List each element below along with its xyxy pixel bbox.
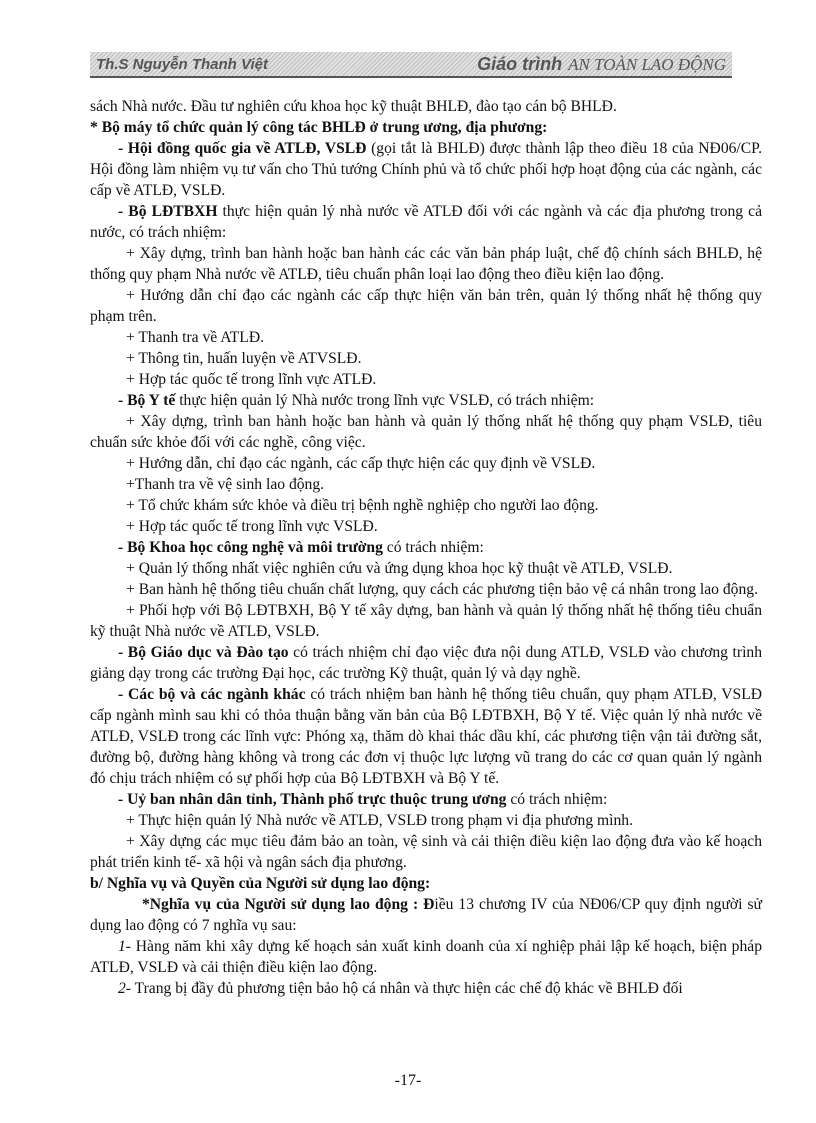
- paragraph-text: có trách nhiệm chỉ đạo việc đưa nội dung ATLĐ, VSLĐ vào chương trình giảng dạy trong các trường Đại học, các trường Kỹ thuật, quản lý và dạy nghề.: [90, 644, 762, 682]
- list-item: + Hướng dẫn, chỉ đạo các ngành, các cấp thực hiện các quy định về VSLĐ.: [126, 455, 596, 472]
- header-course: [477, 54, 726, 75]
- list-item: + Hợp tác quốc tế trong lĩnh vực ATLĐ.: [126, 371, 377, 388]
- bold-lead: - Bộ Khoa học công nghệ và môi trường: [118, 539, 383, 556]
- bold-lead: - Bộ Y tế: [118, 392, 176, 409]
- list-item: + Xây dựng, trình ban hành hoặc ban hành các các văn bản pháp luật, chế độ chính sách BHLĐ, hệ thống quy phạm Nhà nước về ATLĐ, tiêu chuẩn phân loại lao động theo điều kiện lao động.: [90, 245, 762, 283]
- paragraph: [90, 789, 762, 810]
- bold-lead: - Uỷ ban nhân dân tỉnh, Thành phố trực thuộc trung ương: [118, 791, 507, 808]
- item-number: 1-: [118, 938, 131, 955]
- bold-lead: *Nghĩa vụ của Người sử dụng lao động : Đ: [142, 896, 435, 913]
- paragraph-text: (gọi tắt là BHLĐ) được thành lập theo điều 18 của NĐ06/CP. Hội đồng làm nhiệm vụ tư vấn cho Thủ tướng Chính phủ và tổ chức phối hợp hoạt động của các ngành, các cấp về ATLĐ, VSLĐ.: [90, 140, 762, 199]
- paragraph-text: có trách nhiệm:: [382, 539, 484, 556]
- list-item: + Hướng dẫn chỉ đạo các ngành các cấp thực hiện văn bản trên, quản lý thống nhất hệ thống quy phạm trên.: [90, 287, 762, 325]
- list-item: + Quản lý thống nhất việc nghiên cứu và ứng dụng khoa học kỹ thuật về ATLĐ, VSLĐ.: [126, 560, 673, 577]
- bold-lead: - Bộ LĐTBXH: [118, 203, 218, 220]
- paragraph-text: có trách nhiệm ban hành hệ thống tiêu chuẩn, quy phạm ATLĐ, VSLĐ cấp ngành mình sau khi có thỏa thuận bằng văn bản của Bộ LĐTBXH, Bộ Y tế. Việc quản lý nhà nước về ATLĐ, VSLĐ trong các lĩnh vực: Phóng xạ, thăm dò khai thác dầu khí, các phương tiện vận tải đường sắt, đường bộ, đường hàng không và trong các đơn vị thuộc lực lượng vũ trang do các cơ quan quản lý ngành đó chịu trách nhiệm có sự phối hợp của Bộ LĐTBXH và Bộ Y tế.: [90, 686, 762, 787]
- paragraph: [90, 201, 762, 243]
- list-item: +Thanh tra về vệ sinh lao động.: [126, 476, 325, 493]
- paragraph-text: có trách nhiệm:: [506, 791, 608, 808]
- header-author: Th.S Nguyễn Thanh Việt: [96, 56, 268, 73]
- section-heading: * Bộ máy tổ chức quản lý công tác BHLĐ ở trung ương, địa phương:: [90, 119, 548, 136]
- paragraph: sách Nhà nước. Đầu tư nghiên cứu khoa học kỹ thuật BHLĐ, đào tạo cán bộ BHLĐ.: [90, 98, 617, 115]
- paragraph: [90, 390, 762, 411]
- paragraph-text: thực hiện quản lý Nhà nước trong lĩnh vực VSLĐ, có trách nhiệm:: [175, 392, 595, 409]
- numbered-item: [90, 978, 762, 999]
- running-header: [90, 52, 732, 78]
- list-item: + Tổ chức khám sức khỏe và điều trị bệnh nghề nghiệp cho người lao động.: [126, 497, 599, 514]
- header-course-prefix: Giáo trình: [477, 54, 563, 74]
- list-item: + Thông tin, huấn luyện về ATVSLĐ.: [126, 350, 362, 367]
- paragraph-text: Hàng năm khi xây dựng kế hoạch sản xuất kinh doanh của xí nghiệp phải lập kế hoạch, biện pháp ATLĐ, VSLĐ và cải thiện điều kiện lao động.: [90, 938, 762, 976]
- list-item: + Phối hợp với Bộ LĐTBXH, Bộ Y tế xây dựng, ban hành và quản lý thống nhất hệ thống tiêu chuẩn kỹ thuật Nhà nước về ATLĐ, VSLĐ.: [90, 602, 762, 640]
- paragraph: [90, 894, 762, 936]
- paragraph-text: Trang bị đầy đủ phương tiện bảo hộ cá nhân và thực hiện các chế độ khác về BHLĐ đối: [131, 980, 683, 997]
- bold-lead: - Hội đồng quốc gia về ATLĐ, VSLĐ: [118, 140, 367, 157]
- numbered-item: [90, 936, 762, 978]
- paragraph: [90, 537, 762, 558]
- page-number: -17-: [394, 1072, 422, 1089]
- item-number: 2-: [118, 980, 131, 997]
- list-item: + Xây dựng, trình ban hành hoặc ban hành và quản lý thống nhất hệ thống quy phạm VSLĐ, tiêu chuẩn sức khỏe đối với các nghề, công việc.: [90, 413, 762, 451]
- page-body: [90, 96, 762, 999]
- paragraph-text: iều 13 chương IV của NĐ06/CP quy định người sử dụng lao động có 7 nghĩa vụ sau:: [90, 896, 762, 934]
- paragraph: [90, 684, 762, 789]
- list-item: + Ban hành hệ thống tiêu chuẩn chất lượng, quy cách các phương tiện bảo vệ cá nhân trong lao động.: [126, 581, 758, 598]
- list-item: + Thanh tra về ATLĐ.: [126, 329, 264, 346]
- paragraph: [90, 642, 762, 684]
- paragraph-text: thực hiện quản lý nhà nước về ATLĐ đối với các ngành và các địa phương trong cả nước, có trách nhiệm:: [90, 203, 762, 241]
- list-item: + Xây dựng các mục tiêu đảm bảo an toàn, vệ sinh và cải thiện điều kiện lao động đưa vào kế hoạch phát triển kinh tế- xã hội và ngân sách địa phương.: [90, 833, 762, 871]
- list-item: + Thực hiện quản lý Nhà nước về ATLĐ, VSLĐ trong phạm vi địa phương mình.: [126, 812, 633, 829]
- list-item: + Hợp tác quốc tế trong lĩnh vực VSLĐ.: [126, 518, 378, 535]
- section-heading: b/ Nghĩa vụ và Quyền của Người sử dụng lao động:: [90, 875, 431, 892]
- header-course-title: AN TOÀN LAO ĐỘNG: [568, 55, 726, 74]
- bold-lead: - Các bộ và các ngành khác: [118, 686, 306, 703]
- bold-lead: - Bộ Giáo dục và Đào tạo: [118, 644, 289, 661]
- paragraph: [90, 138, 762, 201]
